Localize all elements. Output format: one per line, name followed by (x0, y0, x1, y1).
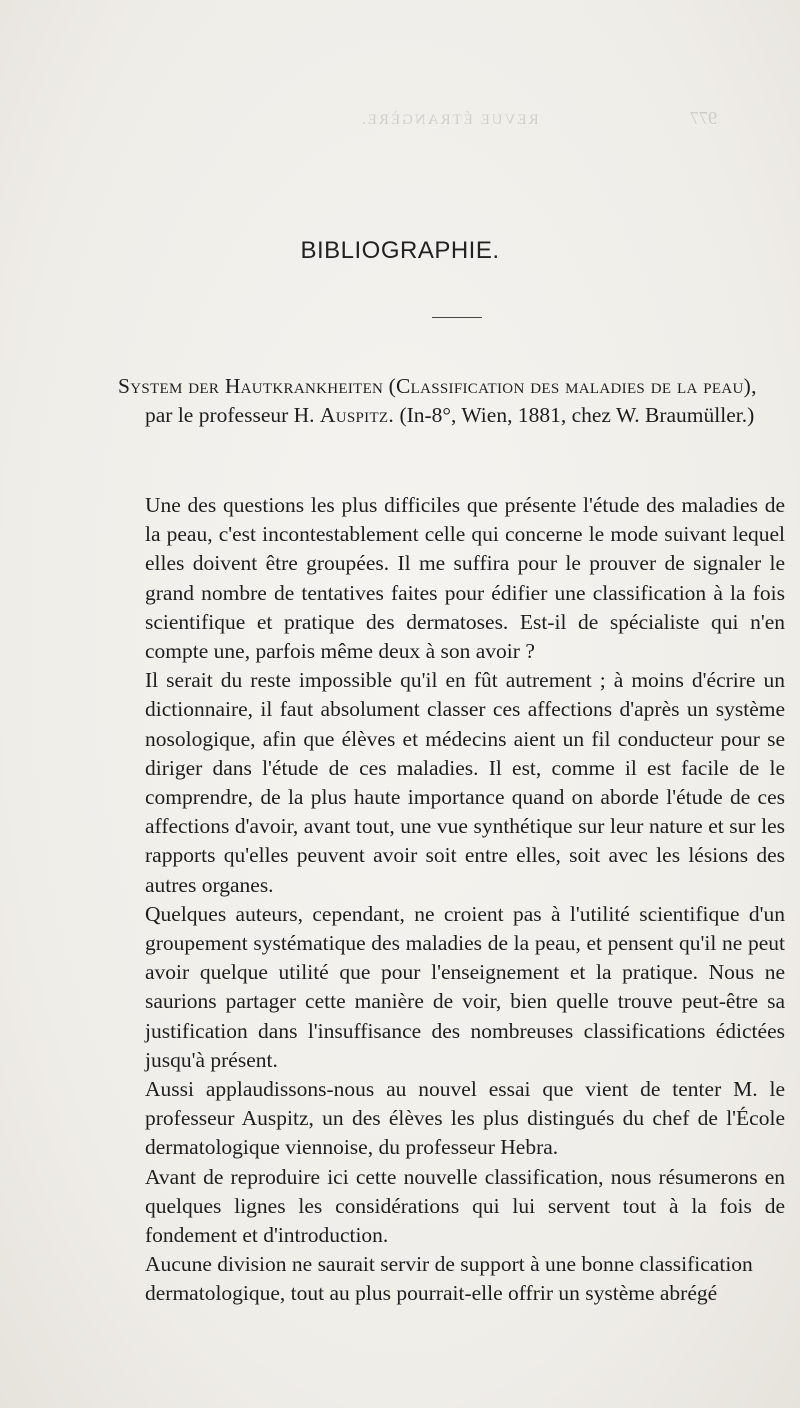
paragraph: Aussi applaudissons-nous au nouvel essai que vient de tenter M. le professeur Auspitz, un des élèves les plus distingués du chef de l'École dermatologique viennoise, du professeur Hebra. (145, 1077, 785, 1160)
reference-title-translation: (Classification des maladies de la peau), (388, 374, 757, 398)
reference-author: Auspitz. (319, 402, 395, 427)
paragraph: Avant de reproduire ici cette nouvelle classification, nous résumerons en quelques lignes les considérations qui lui servent tout à la fois de fondement et d'introduction. (145, 1164, 785, 1248)
paragraph: Quelques auteurs, cependant, ne croient pas à l'utilité scientifique d'un groupement systématique des maladies de la peau, et pensent qu'il ne peut avoir quelque utilité que pour l'enseignement et la pratique. Nous ne saurions partager cette manière de voir, bien quelle trouve peut-être sa justification dans l'insuffisance des nombreuses classifications édictées jusqu'à présent. (145, 901, 785, 1072)
bibliographic-reference (118, 372, 793, 429)
paragraph: Il serait du reste impossible qu'il en fût autrement ; à moins d'écrire un dictionnaire, il faut absolument classer ces affections d'après un système nosologique, afin que élèves et médecins aient un fil conducteur pour se diriger dans l'étude de ces maladies. Il est, comme il est facile de le comprendre, de la plus haute importance quand on aborde l'étude de ces affections d'avoir, avant tout, une vue synthétique sur leur nature et sur les rapports qu'elles peuvent avoir soit entre elles, soit avec les lésions des autres organes. (145, 668, 785, 897)
reference-title: System der Hautkrankheiten (118, 374, 384, 398)
bleed-through-running-head: REVUE ÉTRANGÈRE. (360, 112, 539, 128)
section-title: BIBLIOGRAPHIE. (300, 237, 500, 264)
bleed-through-folio: 977 (690, 108, 717, 128)
reference-publication: (In-8°, Wien, 1881, chez W. Braumüller.) (399, 402, 755, 427)
reference-author-prefix: par le professeur H. (145, 402, 315, 427)
title-rule (432, 317, 482, 318)
review-body (145, 491, 785, 1309)
paragraph: Une des questions les plus difficiles que présente l'étude des maladies de la peau, c'est incontestablement celle qui concerne le mode suivant lequel elles doivent être groupées. Il me suffira pour le prouver de signaler le grand nombre de tentatives faites pour édifier une classification à la fois scientifique et pratique des dermatoses. Est-il de spécialiste qui n'en compte une, parfois même deux à son avoir ? (145, 493, 785, 664)
paragraph: Aucune division ne saurait servir de support à une bonne classification dermatologique, tout au plus pourrait-elle offrir un système abrégé (145, 1252, 753, 1306)
